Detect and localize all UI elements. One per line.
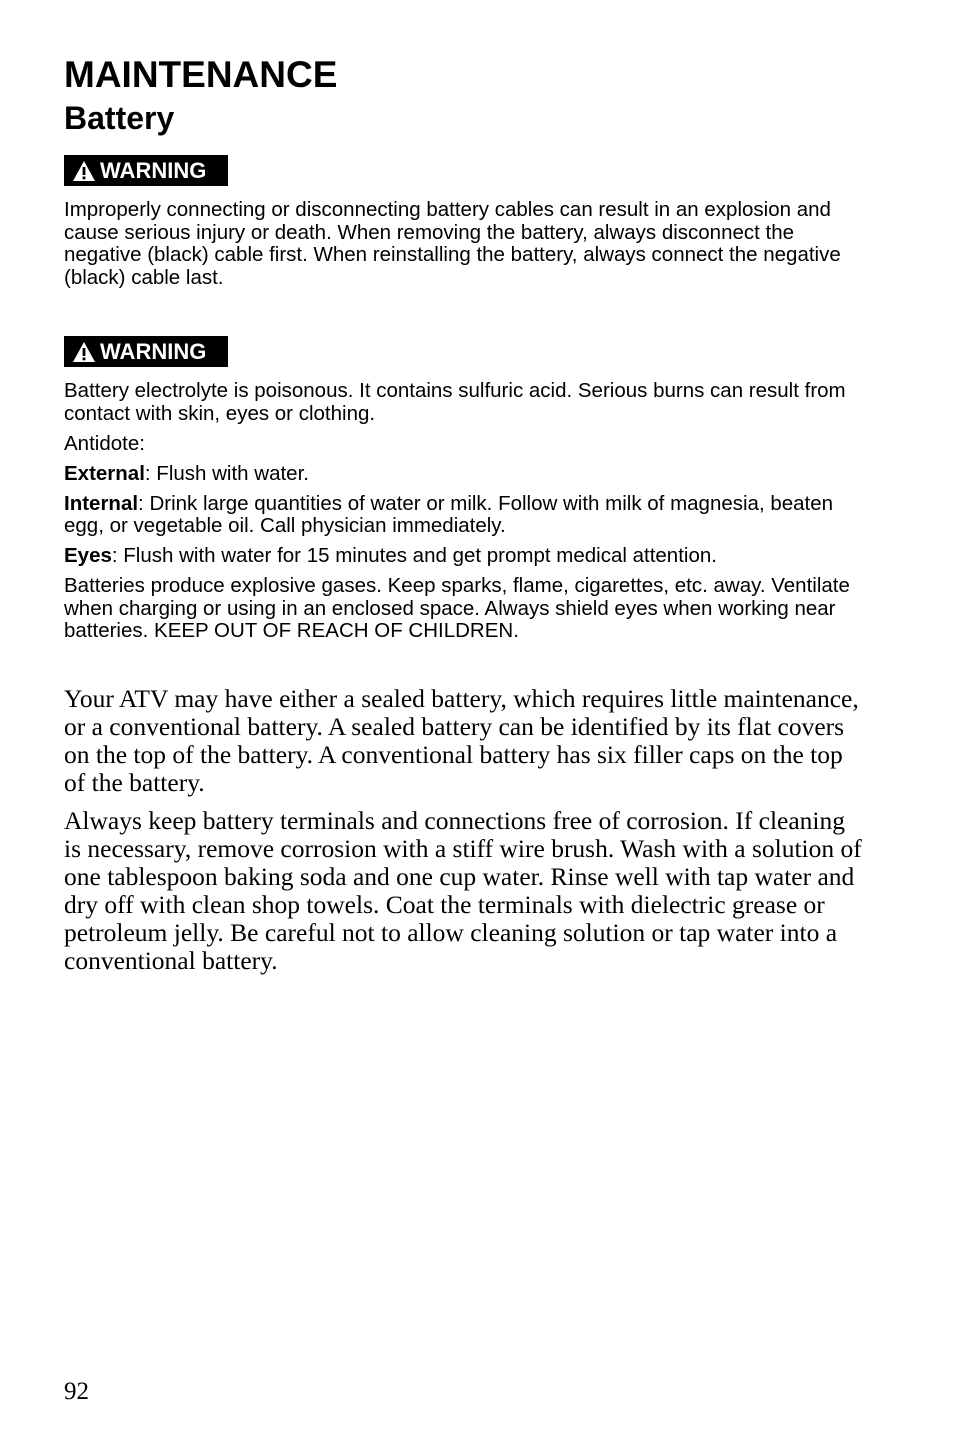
external-text: : Flush with water. [144, 461, 309, 485]
page-number: 92 [64, 1378, 89, 1405]
warning-2-closing: Batteries produce explosive gases. Keep sparks, flame, cigarettes, etc. away. Ventilate when charging or using in an enclosed space. Always shield eyes when working near batteries. KEEP OUT OF REACH OF CHILDREN. [64, 574, 850, 642]
body-text-block [64, 685, 864, 985]
antidote-internal [64, 493, 864, 538]
external-label: External [64, 461, 145, 485]
warning-1-text-block [64, 199, 864, 297]
section-title: MAINTENANCE [64, 54, 338, 95]
subsection-title: Battery [64, 100, 175, 136]
body-paragraph-1: Your ATV may have either a sealed battery, which requires little maintenance, or a conventional battery. A sealed battery can be identified by its flat covers on the top of the battery. A conventional battery has six filler caps on the top of the battery. [64, 684, 859, 797]
warning-1-text: Improperly connecting or disconnecting battery cables can result in an explosion and cause serious injury or death. When removing the battery, always disconnect the negative (black) cable first. When reinstalling the battery, always connect the negative (black) cable last. [64, 198, 841, 289]
internal-label: Internal [64, 491, 139, 515]
internal-text: : Drink large quantities of water or milk. Follow with milk of magnesia, beaten egg, or vegetable oil. Call physician immediately. [64, 491, 834, 537]
body-paragraph-2: Always keep battery terminals and connections free of corrosion. If cleaning is necessary, remove corrosion with a stiff wire brush. Wash with a solution of one tablespoon baking soda and one cup water. Rinse well with tap water and dry off with clean shop towels. Coat the terminals with dielectric grease or petroleum jelly. Be careful not to allow cleaning solution or tap water into a conventional battery. [64, 806, 862, 975]
warning-badge-1 [64, 155, 228, 186]
antidote-eyes [64, 545, 864, 568]
warning-badge-label: WARNING [100, 158, 207, 183]
warning-triangle-icon [72, 160, 96, 182]
antidote-label: Antidote: [64, 431, 145, 455]
warning-badge-2 [64, 336, 228, 367]
antidote-external [64, 463, 864, 486]
eyes-text: : Flush with water for 15 minutes and get prompt medical attention. [111, 544, 717, 567]
eyes-label: Eyes [64, 544, 112, 567]
warning-2-text-block [64, 380, 864, 650]
warning-triangle-icon [72, 341, 96, 363]
warning-2-intro: Battery electrolyte is poisonous. It contains sulfuric acid. Serious burns can result from contact with skin, eyes or clothing. [64, 379, 846, 425]
warning-badge-label: WARNING [100, 339, 207, 364]
